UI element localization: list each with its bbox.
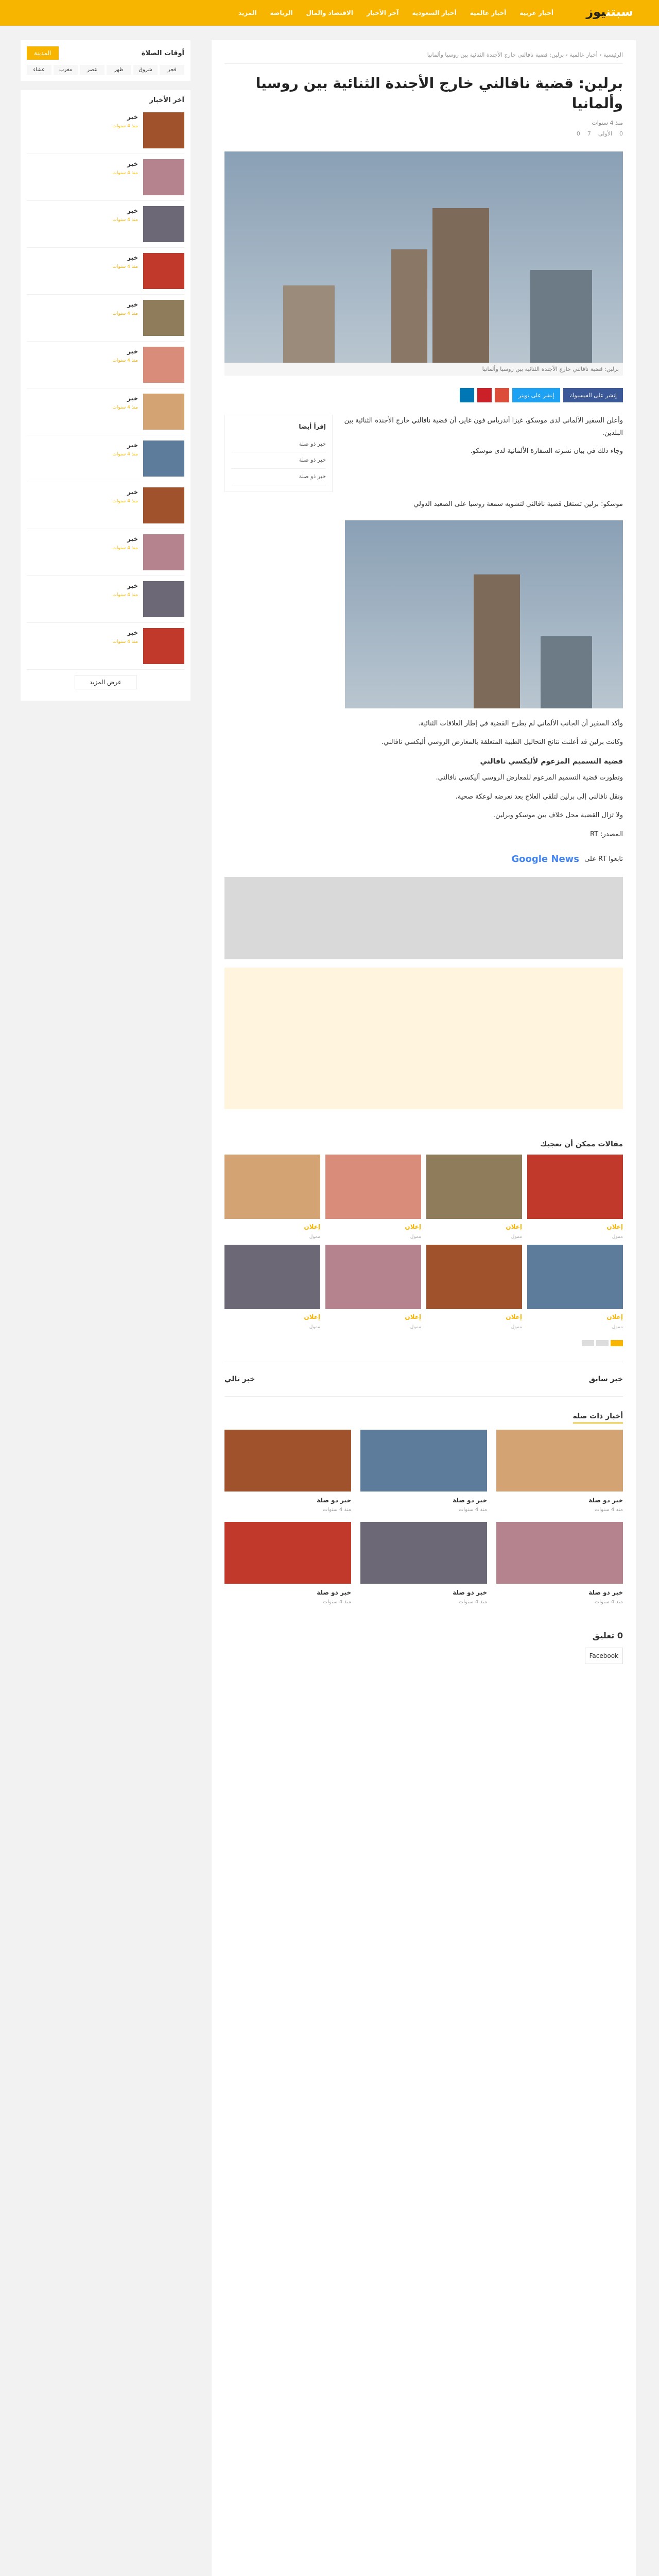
related-thumb bbox=[496, 1522, 623, 1584]
sidebar-news-item[interactable] bbox=[27, 248, 184, 295]
sponsored-title-text: إعلان bbox=[405, 1223, 421, 1230]
related-date: منذ 4 سنوات bbox=[458, 1507, 487, 1513]
sponsored-title-text: إعلان bbox=[506, 1313, 522, 1320]
sidebar-news-title: خبر bbox=[127, 488, 138, 496]
sidebar-news-title: خبر bbox=[127, 160, 138, 167]
related-item[interactable] bbox=[360, 1430, 487, 1513]
related-date: منذ 4 سنوات bbox=[458, 1599, 487, 1605]
sidebar-thumb bbox=[143, 253, 184, 289]
sidebar-news-item[interactable] bbox=[27, 154, 184, 201]
image-caption: برلين: قضية نافالني خارج الأجندة الثنائية بين روسيا وألمانيا bbox=[224, 363, 623, 376]
prayer-cell: عشاء bbox=[27, 65, 51, 75]
prayer-cell: شروق bbox=[133, 65, 158, 75]
pager-dot[interactable] bbox=[582, 1340, 594, 1346]
related-date: منذ 4 سنوات bbox=[594, 1599, 623, 1605]
share-facebook-button[interactable]: إنشر على الفيسبوك bbox=[563, 388, 623, 402]
related-title-text: خبر ذو صلة bbox=[453, 1589, 487, 1597]
sponsored-source: ممول bbox=[612, 1324, 623, 1330]
sidebar-news-title: خبر bbox=[127, 301, 138, 308]
google-news-logo: Google News bbox=[511, 853, 579, 865]
pager-dot[interactable] bbox=[611, 1340, 623, 1346]
related-item[interactable] bbox=[224, 1522, 351, 1605]
sidebar-news-item[interactable] bbox=[27, 435, 184, 482]
related-title-text: خبر ذو صلة bbox=[588, 1497, 623, 1504]
article-paragraph: وكانت برلين قد أعلنت نتائج التحاليل الطبية المتعلقة بالمعارض الروسي أليكسي نافالني. bbox=[381, 738, 623, 747]
sidebar-thumb bbox=[143, 300, 184, 336]
sponsored-section bbox=[224, 1140, 623, 1346]
pinterest-icon[interactable] bbox=[477, 388, 492, 402]
nav-item[interactable]: آخر الأخبار bbox=[366, 9, 399, 16]
sidebar-thumb bbox=[143, 440, 184, 477]
share-bar bbox=[224, 388, 623, 402]
sponsored-item[interactable] bbox=[325, 1155, 421, 1240]
sponsored-thumb bbox=[527, 1245, 623, 1309]
read-also-box bbox=[224, 415, 333, 492]
sponsored-source: ممول bbox=[511, 1324, 522, 1330]
related-date: منذ 4 سنوات bbox=[322, 1599, 351, 1605]
related-thumb bbox=[360, 1522, 487, 1584]
sidebar-news-date: منذ 4 سنوات bbox=[112, 499, 138, 504]
article-subheading: قضية التسميم المزعوم لأليكسي نافالني bbox=[480, 757, 623, 766]
latest-news-widget bbox=[21, 90, 190, 701]
sidebar-news-item[interactable] bbox=[27, 388, 184, 435]
sidebar-news-title: خبر bbox=[127, 535, 138, 543]
article-source: المصدر: RT bbox=[589, 830, 623, 838]
article-paragraph: وتطورت قضية التسميم المزعوم للمعارض الروسي أليكسي نافالني. bbox=[436, 773, 623, 782]
sidebar-thumb bbox=[143, 628, 184, 664]
sidebar-news-item[interactable] bbox=[27, 107, 184, 154]
sponsored-title-text: إعلان bbox=[506, 1223, 522, 1230]
sponsored-source: ممول bbox=[612, 1234, 623, 1240]
sponsored-title-text: إعلان bbox=[304, 1313, 320, 1320]
linkedin-icon[interactable] bbox=[460, 388, 474, 402]
sponsored-source: ممول bbox=[410, 1324, 421, 1330]
sponsored-thumb bbox=[325, 1245, 421, 1309]
sponsored-item[interactable] bbox=[325, 1245, 421, 1330]
sidebar-news-date: منذ 4 سنوات bbox=[112, 358, 138, 363]
sidebar-news-title: خبر bbox=[127, 442, 138, 449]
sponsored-title-text: إعلان bbox=[304, 1223, 320, 1230]
sidebar-news-date: منذ 4 سنوات bbox=[112, 639, 138, 645]
prayer-times-widget bbox=[21, 40, 190, 81]
google-news-follow[interactable] bbox=[224, 854, 623, 865]
related-item[interactable] bbox=[496, 1522, 623, 1605]
site-logo[interactable]: سبتنيوز bbox=[586, 5, 633, 19]
related-item[interactable] bbox=[496, 1430, 623, 1513]
sidebar-news-title: خبر bbox=[127, 254, 138, 261]
sidebar-thumb bbox=[143, 581, 184, 617]
article-image bbox=[345, 520, 623, 708]
ad-slot bbox=[224, 877, 623, 959]
read-also-item[interactable]: خبر ذو صلة bbox=[231, 452, 326, 469]
sponsored-source: ممول bbox=[410, 1234, 421, 1240]
nav-item[interactable]: أخبار عربية bbox=[519, 9, 553, 16]
related-title-text: خبر ذو صلة bbox=[317, 1589, 351, 1597]
sidebar-news-title: خبر bbox=[127, 113, 138, 121]
sidebar-news-title: خبر bbox=[127, 582, 138, 589]
related-section bbox=[224, 1412, 623, 1605]
sponsored-title: مقالات ممكن أن تعجبك bbox=[540, 1140, 623, 1148]
sidebar-thumb bbox=[143, 347, 184, 383]
sidebar-news-date: منذ 4 سنوات bbox=[112, 405, 138, 410]
sidebar-news-date: منذ 4 سنوات bbox=[112, 171, 138, 176]
sidebar-news-date: منذ 4 سنوات bbox=[112, 592, 138, 598]
stat: 0 bbox=[576, 130, 580, 138]
sponsored-title-text: إعلان bbox=[405, 1313, 421, 1320]
sponsored-thumb bbox=[325, 1155, 421, 1219]
sponsored-item[interactable] bbox=[527, 1245, 623, 1330]
read-also-item[interactable]: خبر ذو صلة bbox=[231, 436, 326, 453]
sidebar-news-title: خبر bbox=[127, 395, 138, 402]
share-twitter-button[interactable]: إنشر على تويتر bbox=[512, 388, 561, 402]
related-item[interactable] bbox=[224, 1430, 351, 1513]
sidebar-news-title: خبر bbox=[127, 207, 138, 214]
read-also-title: إقرأ أيضا bbox=[299, 423, 326, 431]
article-paragraph: وجاء ذلك في بيان نشرته السفارة الألمانية لدى موسكو. bbox=[470, 447, 623, 455]
latest-title: آخر الأخبار bbox=[149, 96, 184, 104]
related-date: منذ 4 سنوات bbox=[594, 1507, 623, 1513]
article-stats bbox=[224, 130, 623, 137]
sponsored-title-text: إعلان bbox=[606, 1313, 623, 1320]
next-article-link[interactable]: خبر تالي bbox=[224, 1375, 255, 1383]
sidebar-thumb bbox=[143, 487, 184, 523]
article-intro: موسكو: برلين تستغل قضية نافالني لتشويه سمعة روسيا على الصعيد الدولي bbox=[413, 500, 623, 508]
comments-section bbox=[224, 1631, 623, 1664]
sponsored-source: ممول bbox=[309, 1234, 320, 1240]
sponsored-source: ممول bbox=[309, 1324, 320, 1330]
sponsored-thumb bbox=[426, 1245, 522, 1309]
stat: 7 bbox=[587, 130, 591, 138]
pager bbox=[224, 1340, 623, 1346]
related-thumb bbox=[496, 1430, 623, 1492]
related-title-text: خبر ذو صلة bbox=[588, 1589, 623, 1597]
sponsored-title-text: إعلان bbox=[606, 1223, 623, 1230]
top-navbar bbox=[0, 0, 659, 26]
sponsored-thumb bbox=[527, 1155, 623, 1219]
nav-item[interactable]: الرياضة bbox=[270, 9, 293, 16]
article-main bbox=[212, 40, 636, 2576]
pager-dot[interactable] bbox=[596, 1340, 609, 1346]
nav-item[interactable]: الاقتصاد والمال bbox=[306, 9, 353, 16]
related-title-text: خبر ذو صلة bbox=[317, 1497, 351, 1504]
related-date: منذ 4 سنوات bbox=[322, 1507, 351, 1513]
sponsored-item[interactable] bbox=[426, 1155, 522, 1240]
sponsored-thumb bbox=[224, 1155, 320, 1219]
nav-item[interactable]: أخبار عالمية bbox=[470, 9, 507, 16]
sidebar-news-item[interactable] bbox=[27, 482, 184, 529]
sidebar-news-date: منذ 4 سنوات bbox=[112, 452, 138, 457]
sidebar-news-item[interactable] bbox=[27, 295, 184, 342]
sidebar-news-item[interactable] bbox=[27, 342, 184, 388]
nav-item[interactable]: أخبار السعودية bbox=[412, 9, 457, 16]
prayer-cell: مغرب bbox=[54, 65, 78, 75]
sidebar-news-title: خبر bbox=[127, 629, 138, 636]
stat: الأولى bbox=[598, 130, 612, 138]
sponsored-item[interactable] bbox=[527, 1155, 623, 1240]
article-title: برلين: قضية نافالني خارج الأجندة الثنائية بين روسيا وألمانيا bbox=[255, 75, 623, 112]
article-paragraph: ونقل نافالني إلى برلين لتلقي العلاج بعد تعرضه لوعكة صحية. bbox=[455, 792, 623, 801]
google-plus-icon[interactable] bbox=[495, 388, 509, 402]
sponsored-item[interactable] bbox=[426, 1245, 522, 1330]
related-title-text: خبر ذو صلة bbox=[453, 1497, 487, 1504]
prayer-cell: عصر bbox=[80, 65, 105, 75]
article-paragraph: ولا تزال القضية محل خلاف بين موسكو وبرلين. bbox=[493, 811, 623, 820]
sponsored-item[interactable] bbox=[224, 1245, 320, 1330]
sidebar-news-date: منذ 4 سنوات bbox=[112, 124, 138, 129]
related-thumb bbox=[360, 1430, 487, 1492]
sidebar-thumb bbox=[143, 206, 184, 242]
hero-image bbox=[224, 151, 623, 363]
article-paragraph: وأكد السفير أن الجانب الألماني لم يطرح القضية في إطار العلاقات الثنائية. bbox=[418, 719, 623, 727]
breadcrumb: الرئيسية › أخبار عالمية › برلين: قضية نافالني خارج الأجندة الثنائية بين روسيا وألمانيا bbox=[224, 46, 623, 64]
sidebar-news-title: خبر bbox=[127, 348, 138, 355]
prayer-cell: فجر bbox=[160, 65, 184, 75]
read-also-item[interactable]: خبر ذو صلة bbox=[231, 469, 326, 485]
city-select-button[interactable]: المدينة bbox=[27, 46, 59, 60]
sidebar-news-item[interactable] bbox=[27, 623, 184, 670]
comments-title: 0 تعليق bbox=[592, 1631, 623, 1641]
sponsored-thumb bbox=[224, 1245, 320, 1309]
related-item[interactable] bbox=[360, 1522, 487, 1605]
sidebar-thumb bbox=[143, 534, 184, 570]
facebook-comments-tab[interactable]: Facebook bbox=[585, 1648, 623, 1664]
article-paragraph: وأعلن السفير الألماني لدى موسكو، غيزا أندرياس فون غاير، أن قضية نافالني خارج الأجندة الثنائية بين البلدين. bbox=[344, 417, 623, 437]
prev-article-link[interactable]: خبر سابق bbox=[588, 1375, 623, 1383]
sidebar-news-item[interactable] bbox=[27, 529, 184, 576]
prev-next-nav bbox=[224, 1362, 623, 1397]
sidebar-news-date: منذ 4 سنوات bbox=[112, 217, 138, 223]
sidebar-thumb bbox=[143, 394, 184, 430]
sidebar-news-item[interactable] bbox=[27, 576, 184, 623]
main-nav bbox=[238, 0, 553, 26]
related-title: أخبار ذات صلة bbox=[573, 1412, 623, 1423]
sidebar-thumb bbox=[143, 159, 184, 195]
sidebar-news-date: منذ 4 سنوات bbox=[112, 546, 138, 551]
sidebar-news-date: منذ 4 سنوات bbox=[112, 311, 138, 316]
stat: 0 bbox=[619, 130, 623, 138]
gnews-label: تابعوا RT على bbox=[584, 855, 623, 863]
load-more-button[interactable]: عرض المزيد bbox=[75, 675, 136, 689]
prayer-title: أوقات الصلاة bbox=[141, 49, 184, 57]
related-thumb bbox=[224, 1522, 351, 1584]
article-meta: منذ 4 سنوات bbox=[592, 120, 623, 127]
ad-slot bbox=[224, 968, 623, 1109]
prayer-cell: ظهر bbox=[107, 65, 131, 75]
sidebar-news-item[interactable] bbox=[27, 201, 184, 248]
related-thumb bbox=[224, 1430, 351, 1492]
sponsored-item[interactable] bbox=[224, 1155, 320, 1240]
sponsored-thumb bbox=[426, 1155, 522, 1219]
sidebar-thumb bbox=[143, 112, 184, 148]
sidebar-news-date: منذ 4 سنوات bbox=[112, 264, 138, 269]
sidebar bbox=[21, 40, 190, 710]
sponsored-source: ممول bbox=[511, 1234, 522, 1240]
nav-item[interactable]: المزيد bbox=[238, 9, 257, 16]
